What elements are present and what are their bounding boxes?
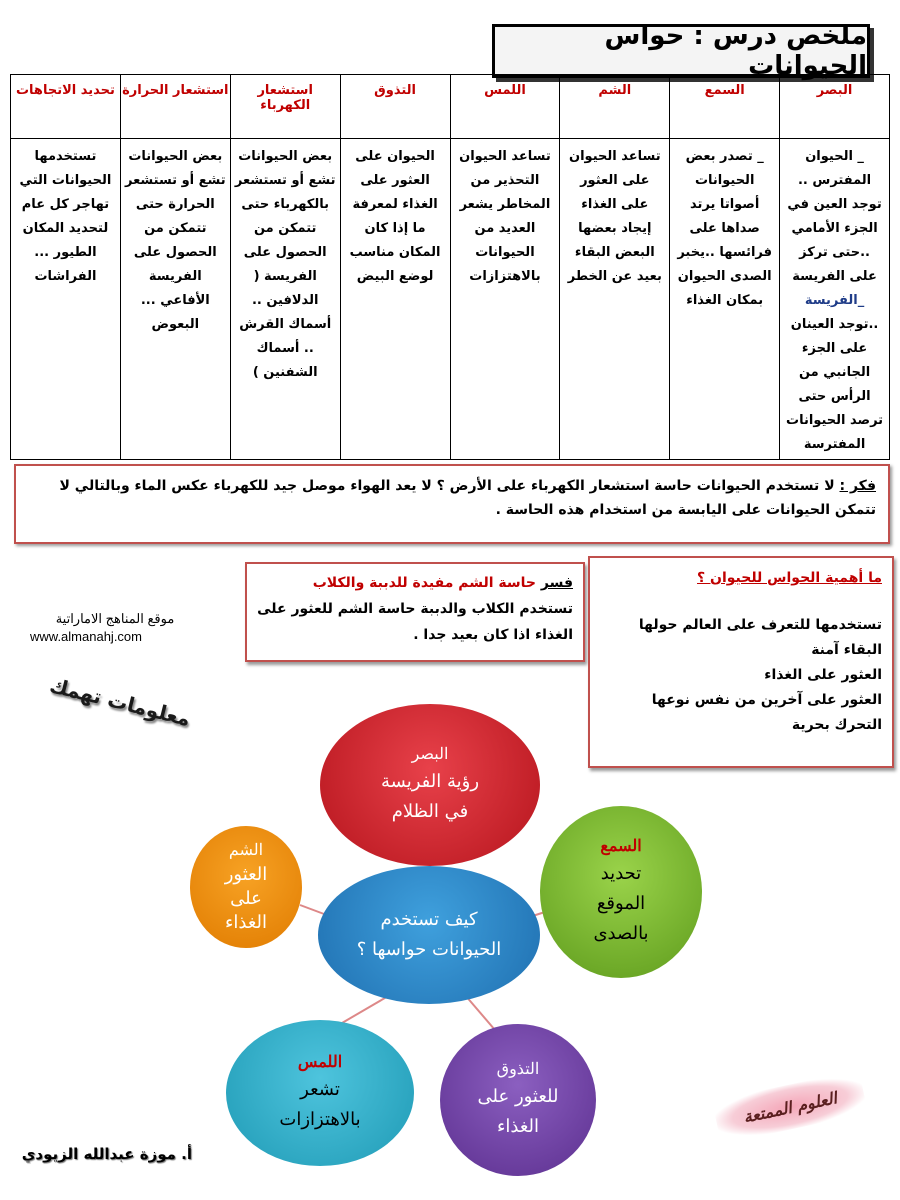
node-touch-title: اللمس: [297, 1051, 343, 1071]
cell-sight-prey-label: _الفريسة: [804, 293, 865, 308]
node-hearing-line1: تحديد: [600, 862, 642, 884]
info-wordart: معلومات تهمك: [47, 672, 193, 732]
cell-smell: تساعد الحيوان على العثور على الغذاء إيجاد بعضها البعض البقاء بعيد عن الخطر: [560, 139, 670, 460]
node-smell-title: الشم: [228, 839, 264, 859]
explain-answer: تستخدم الكلاب والدببة حاسة الشم للعثور على الغذاء اذا كان بعيد جدا .: [257, 601, 573, 643]
cell-sight-predator: _ الحيوان المفترس .. توجد العين في الجزء الأمامي ..حتى تركز على الفريسة: [787, 149, 882, 284]
explain-label: فسر: [540, 575, 573, 591]
node-smell-line2: على: [230, 887, 262, 909]
node-taste-line2: الغذاء: [496, 1115, 540, 1137]
list-item: العثور على الغذاء: [764, 667, 882, 683]
node-sight: [320, 704, 540, 866]
cell-touch: تساعد الحيوان التحذير من المخاطر يشعر العديد من الحيوانات بالاهتزازات: [450, 139, 560, 460]
list-item: العثور على آخرين من نفس نوعها: [651, 692, 882, 708]
node-center-text: كيف تستخدم الحيوانات حواسها ؟: [356, 909, 502, 960]
node-hearing: [540, 806, 702, 978]
list-item: البقاء آمنة: [811, 642, 882, 658]
node-smell-line1: العثور: [224, 863, 268, 885]
explain-statement: حاسة الشم مفيدة للدببة والكلاب: [312, 575, 536, 591]
node-smell: [190, 826, 302, 948]
node-touch-line2: بالاهتزازات: [279, 1108, 361, 1130]
node-smell-line3: الغذاء: [224, 911, 268, 933]
header-electric: استشعار الكهرباء: [230, 75, 340, 139]
header-smell: الشم: [560, 75, 670, 139]
site-url[interactable]: www.almanahj.com: [30, 629, 142, 644]
header-direction: تحديد الاتجاهات: [11, 75, 121, 139]
cell-hearing: _ تصدر بعض الحيوانات أصواتا يرتد صداها على فرائسها ..يخبر الصدى الحيوان بمكان الغذاء: [670, 139, 780, 460]
think-question: لا تستخدم الحيوانات حاسة استشعار الكهرباء على الأرض ؟: [436, 478, 835, 494]
header-sight: البصر: [780, 75, 890, 139]
node-taste-line1: للعثور على: [477, 1085, 559, 1107]
stamp-logo: العلوم الممتعة: [712, 1070, 868, 1144]
importance-question: ما أهمية الحواس للحيوان ؟: [697, 570, 882, 586]
cell-taste: الحيوان على العثور على الغذاء لمعرفة ما إذا كان المكان مناسب لوضع البيض: [340, 139, 450, 460]
node-sight-title: البصر: [411, 743, 449, 763]
node-taste: [440, 1024, 596, 1176]
author-signature: أ. موزة عبدالله الزيودي: [21, 1145, 192, 1163]
header-hearing: السمع: [670, 75, 780, 139]
list-item: التحرك بحرية: [791, 717, 882, 733]
cell-sight-prey: ..توجد العينان على الجزء الجانبي من الرأس حتى ترصد الحيوانات المفترسة: [786, 317, 884, 452]
node-touch: [226, 1020, 414, 1166]
node-hearing-line3: بالصدى: [593, 922, 649, 944]
header-touch: اللمس: [450, 75, 560, 139]
node-touch-line1: تشعر: [300, 1078, 340, 1100]
cell-electric: بعض الحيوانات تشع أو تستشعر بالكهرباء حتى تتمكن من الحصول على الفريسة ( الدلافين .. أسماك القرش .. أسماك الشفنين ): [230, 139, 340, 460]
node-hearing-line2: الموقع: [596, 892, 646, 914]
list-item: تستخدمها للتعرف على العالم حولها: [638, 617, 882, 633]
page-title: ملخص درس : حواس الحيوانات: [492, 24, 870, 78]
site-name: موقع المناهج الاماراتية: [55, 611, 175, 626]
cell-heat: بعض الحيوانات تشع أو تستشعر الحرارة حتى تتمكن من الحصول على الفريسة الأفاعي ... البعوض: [120, 139, 230, 460]
header-heat: استشعار الحرارة: [120, 75, 230, 139]
think-label: فكر :: [839, 478, 876, 494]
cell-direction: تستخدمها الحيوانات التي تهاجر كل عام لتحديد المكان الطيور ... الفراشات: [11, 139, 121, 460]
connector-taste: [465, 995, 495, 1030]
think-answer: لا يعد الهواء موصل جيد للكهرباء عكس الماء وبالتالي لا تتمكن الحيوانات على اليابسة من استخدام هذه الحاسة .: [59, 478, 876, 518]
node-taste-title: التذوق: [496, 1058, 540, 1078]
node-sight-line1: رؤية الفريسة: [381, 770, 480, 792]
node-hearing-title: السمع: [600, 835, 642, 855]
node-center: [318, 866, 540, 1004]
header-taste: التذوق: [340, 75, 450, 139]
node-sight-line2: في الظلام: [391, 800, 469, 822]
